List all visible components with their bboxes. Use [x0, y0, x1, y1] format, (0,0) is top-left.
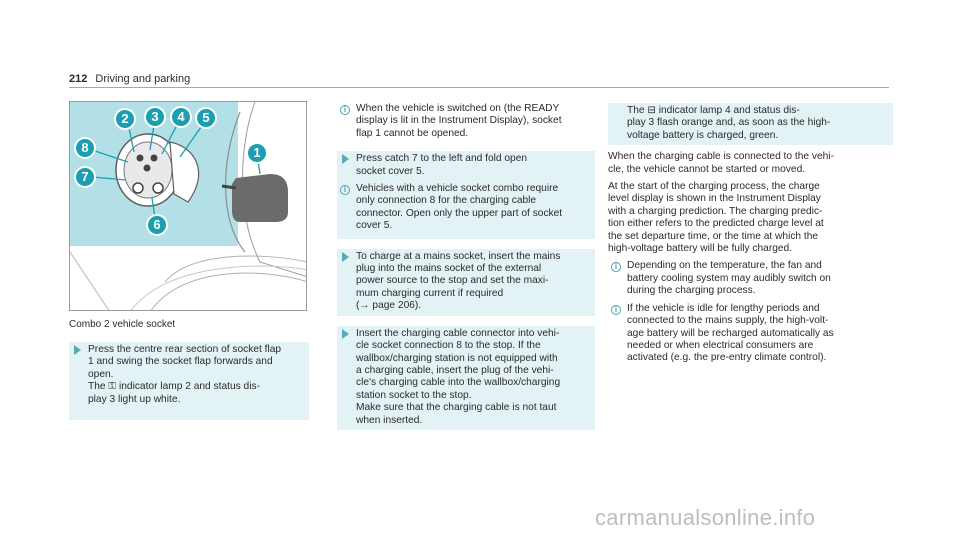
- page-number: 212: [69, 73, 88, 85]
- wheel-arch-1: [165, 256, 307, 282]
- column-3: [608, 103, 893, 375]
- socket-drawing: [70, 102, 307, 311]
- column-1: [69, 342, 309, 430]
- header-rule: [69, 87, 889, 88]
- dc-pin-1: [133, 183, 143, 193]
- step-text: Press the centre rear section of socket flap 1 and swing the socket flap forwards and open. The ⚿ indicator lamp 2 and status dis- play 3 light up white.: [88, 344, 282, 405]
- paragraph-text: When the charging cable is connected to the vehi- cle, the vehicle cannot be started or moved.: [608, 151, 834, 175]
- figure-caption: Combo 2 vehicle socket: [69, 319, 176, 330]
- note-idle: [608, 303, 893, 365]
- section-title: Driving and parking: [95, 73, 191, 85]
- note-text: Vehicles with a vehicle socket combo require only connection 8 for the charging cable connector. Open only the upper part of socket cover 5.: [356, 183, 563, 232]
- callout-8: 8: [74, 137, 96, 159]
- note-combo: [343, 183, 591, 233]
- pin-3: [144, 165, 151, 172]
- callout-2: 2: [114, 108, 136, 130]
- step-text: The ⊟ indicator lamp 4 and status dis- play 3 flash orange and, as soon as the high- voltage battery is charged, green.: [627, 105, 831, 141]
- step-insert-connector: [337, 326, 595, 430]
- paragraph-connected: [608, 151, 893, 176]
- note-text: When the vehicle is switched on (the READY display is lit in the Instrument Display), socket flap 1 cannot be opened.: [356, 103, 562, 139]
- callout-1: 1: [246, 142, 268, 164]
- info-icon: i: [611, 305, 621, 315]
- callout-6: 6: [146, 214, 168, 236]
- callout-7: 7: [74, 166, 96, 188]
- paragraph-charge-level: [608, 181, 893, 255]
- hinge: [222, 186, 236, 188]
- step-arrow-icon: [74, 345, 81, 355]
- step-catch: [337, 151, 595, 238]
- step-mains: [337, 249, 595, 316]
- body-line-3: [70, 252, 110, 311]
- dc-pin-2: [153, 183, 163, 193]
- callout-3: 3: [144, 106, 166, 128]
- wheel-arch-2: [150, 273, 307, 311]
- step-arrow-icon: [342, 252, 349, 262]
- info-icon: i: [611, 262, 621, 272]
- callout-5: 5: [195, 107, 217, 129]
- note-ready: [337, 103, 595, 140]
- step-open-flap: [69, 342, 309, 420]
- page-header: [69, 73, 190, 85]
- column-2: [337, 103, 595, 440]
- note-cooling: [608, 260, 893, 297]
- socket-illustration: [69, 101, 307, 311]
- pin-2: [151, 155, 158, 162]
- note-text: Depending on the temperature, the fan and battery cooling system may audibly switch on during the charging process.: [627, 260, 831, 297]
- info-icon: i: [340, 105, 350, 115]
- step-text: Press catch 7 to the left and fold open socket cover 5.: [356, 153, 528, 177]
- pin-1: [137, 155, 144, 162]
- info-icon: i: [340, 185, 350, 195]
- step-arrow-icon: [342, 329, 349, 339]
- callout-4: 4: [170, 106, 192, 128]
- step-arrow-icon: [342, 154, 349, 164]
- step-text: Insert the charging cable connector into vehi- cle socket connection 8 to the stop. If the wallbox/charging station is not equipped with a charging cable, insert the plug of the vehi- cle's charging cable into the wallbox/charging station socket to the stop. Make sure that the charging cable is not taut when inserted.: [356, 327, 561, 426]
- step-continued: [608, 103, 893, 145]
- watermark: carmanualsonline.info: [595, 505, 816, 530]
- paragraph-text: At the start of the charging process, the charge level display is shown in the Instrument Display with a charging prediction. The charging predic- tion either refers to the predicted charge level at the set departure time, or the time at which the high-voltage battery will be fully charged.: [608, 181, 824, 255]
- step-text: To charge at a mains socket, insert the mains plug into the mains socket of the external power source to the stop and set the maxi- mum charging current if required (→ page 206).: [356, 250, 561, 312]
- note-text: If the vehicle is idle for lengthy periods and connected to the mains supply, the high-volt- age battery will be recharged automatically as needed or when electrical consumers are activated (e.g. the pre-entry climate control).: [627, 302, 834, 364]
- socket-cover: [232, 174, 288, 222]
